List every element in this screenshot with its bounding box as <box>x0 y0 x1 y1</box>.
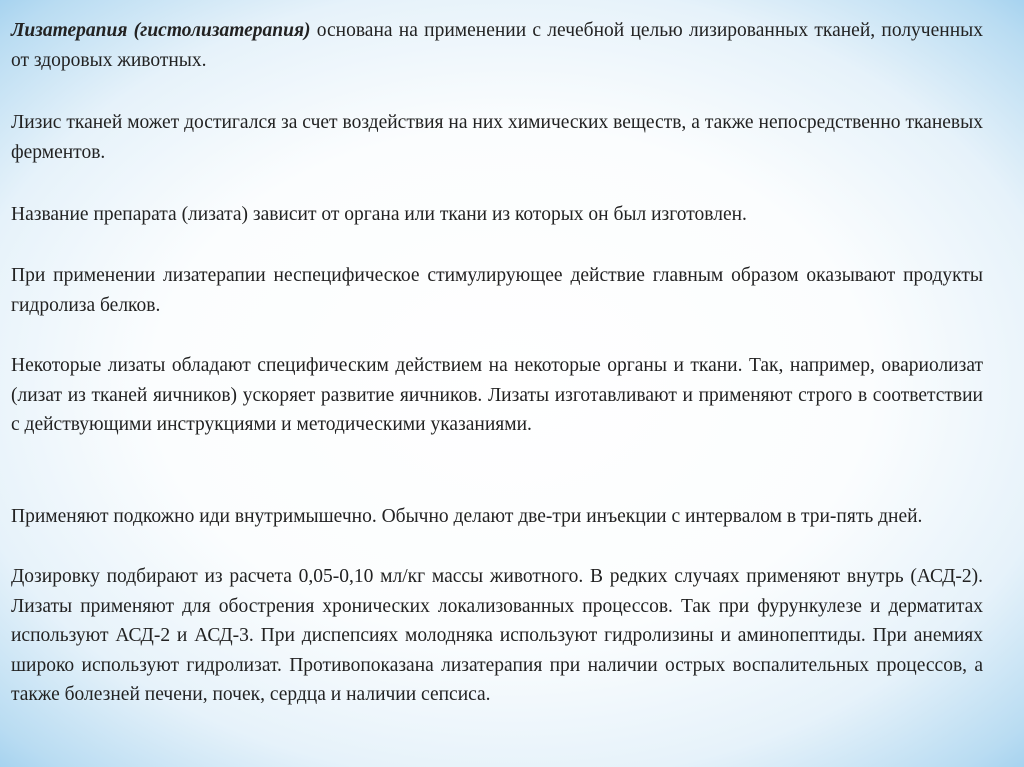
paragraph-naming: Название препарата (лизата) зависит от органа или ткани из которых он был изготовлен. <box>11 204 747 225</box>
term-lysatetherapy: Лизатерапия (гистолизатерапия) <box>11 20 311 41</box>
paragraph-lysis: Лизис тканей может достигался за счет воздействия на них химических веществ, а также непосредственно тканевых ферментов. <box>11 112 983 163</box>
paragraph-specific-action: Некоторые лизаты обладают специфическим действием на некоторые органы и ткани. Так, например, овариолизат (лизат из тканей яичников) ускоряет развитие яичников. Лизаты изготавливают и применяют строго в соответствии с действующими инструкциями и методическими указаниями. <box>11 355 983 436</box>
definition-text: основана на применении с лечебной целью лизированных тканей, полученных от здоровых животных. <box>11 20 983 71</box>
paragraph-nonspecific-action: При применении лизатерапии неспецифическое стимулирующее действие главным образом оказывают продукты гидролиза белков. <box>11 265 983 316</box>
paragraph-dosage: Дозировку подбирают из расчета 0,05-0,10 мл/кг массы животного. В редких случаях применяют внутрь (АСД-2). Лизаты применяют для обострения хронических локализованных процессов. Так при фурункулезе и дерматитах используют АСД-2 и АСД-3. При диспепсиях молодняка используют гидролизины и аминопептиды. При анемиях широко используют гидролизат. Противопоказана лизатерапия при наличии острых воспалительных процессов, а также болезней печени, почек, сердца и наличии сепсиса. <box>11 566 983 706</box>
paragraph-definition <box>11 16 983 75</box>
paragraph-administration: Применяют подкожно иди внутримышечно. Обычно делают две-три инъекции с интервалом в три-пять дней. <box>11 506 923 527</box>
slide-content <box>11 12 983 752</box>
